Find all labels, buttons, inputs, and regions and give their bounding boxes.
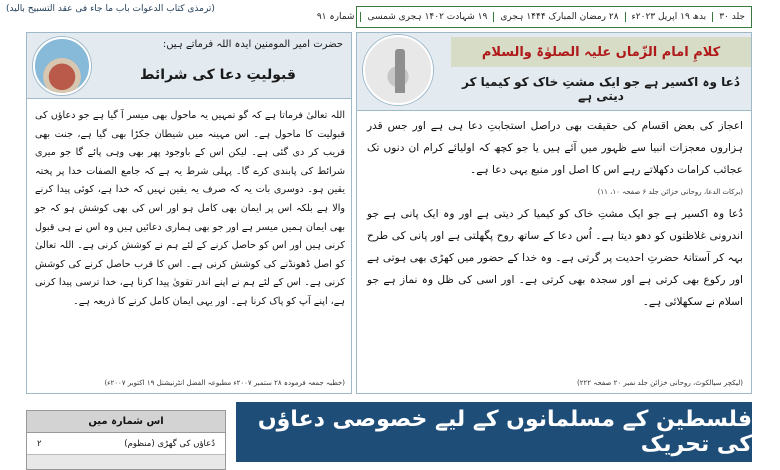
issue-date-hijri: ۲۸ رمضان المبارک ۱۴۴۴ ہجری (493, 12, 624, 22)
left-body: اللہ تعالیٰ فرماتا ہے کہ گو تمہیں یہ ماحول بھی میسر آ گیا ہے جو دعاؤں کی قبولیت کا ماحول ہے۔ اس مہینہ میں شیطان جکڑا بھی گیا ہے، جنت بھی قریب کر دی گئی ہے۔ لیکن اس کے باوجود پھر بھی وہی پائے گا جو میری شرائط کی پابندی کرے گا۔ پہلی شرط یہ ہے کہ جامع الصفات خدا پر پختہ یقین ہو۔ دوسری بات یہ کہ صرف یہ یقین نہیں کہ خدا ہے، کوئی پیدا کرنے والا ہے بلکہ اس پر ایمان بھی کامل ہو اور اس کی بھی کوشش ہو کہ جو بھی ایمان ہمیں میسر ہے اور جو بھی ہماری دعائیں ہیں وہ اس نے ہی قبول کرنی ہیں اور اس کو حاصل کرنے کے لئے ہم نے کوشش کرنی ہے۔ اللہ تعالیٰ کو اصل ڈھونڈنے کی کوشش کرنی ہے۔ اس کا قرب حاصل کرنے کی کوشش کرنی ہے۔ اس کے لئے ہم نے اپنے اندر تقویٰ پیدا کرنا ہے، خدا ترسی پیدا کرنی ہے، اپنے آپ کو پاک کرنا ہے۔ اور یہی ایمان کامل کرنے کا ذریعہ ہے۔ (35, 110, 345, 307)
right-citation-1: (برکات الدعا، روحانی خزائن جلد ۶ صفحہ ۱۰، ۱۱) (597, 188, 743, 196)
issue-volume: جلد ۳۰ (712, 12, 751, 22)
left-article (26, 32, 352, 394)
contents-row-page: ۲ (37, 438, 42, 449)
right-citation-2: (لیکچر سیالکوٹ، روحانی خزائن جلد نمبر ۲۰ صفحہ ۲۲۲) (577, 379, 743, 387)
issue-number: شمارہ ۹۱ (316, 12, 355, 22)
issue-date-gregorian: بدھ ۱۹ اپریل ۲۰۲۳ء (625, 12, 713, 22)
left-citation: (خطبہ جمعہ فرمودہ ۲۸ ستمبر ۲۰۰۷ء مطبوعہ الفضل انٹرنیشنل ۱۹ اکتوبر ۲۰۰۷ء) (104, 379, 345, 387)
left-title: قبولیتِ دعا کی شرائط (140, 67, 296, 83)
right-title: دُعا وہ اکسیر ہے جو ایک مشتِ خاک کو کیمیا کر دیتی ہے (462, 75, 740, 103)
right-paragraph-1: اعجاز کی بعض اقسام کی حقیقت بھی دراصل استجابتِ دعا ہی ہے اور جس قدر ہزاروں معجزات انبیا سے ظہور میں آئے ہیں یا جو کچھ کہ اولیائے کرام ان دنوں تک عجائب کرامات دکھلاتے رہے اس کا اصل اور منبع یہی دعا ہے۔ (367, 120, 743, 176)
contents-row[interactable] (27, 433, 225, 455)
contents-box (26, 410, 226, 470)
mosque-photo (33, 37, 91, 95)
left-kicker: حضرت امیر المومنین ایدہ اللہ فرماتے ہیں: (162, 39, 343, 50)
issue-info-strip (316, 6, 752, 28)
issue-date-shamsi: ۱۹ شہادت ۱۴۰۲ ہجری شمسی (360, 12, 493, 22)
contents-title: اس شمارہ میں (27, 411, 225, 433)
banner-text: فلسطین کے مسلمانوں کے لیے خصوصی دعاؤں کی تحریک (257, 407, 752, 457)
left-article-header (27, 33, 351, 99)
contents-row-label: دُعاؤں کی گھڑی (منظوم) (124, 438, 215, 449)
right-kicker: کلامِ امام الزّماں علیہ الصلوٰۃ والسلام (481, 44, 721, 60)
right-paragraph-2: دُعا وہ اکسیر ہے جو ایک مشتِ خاک کو کیمیا کر دیتی ہے اور وہ ایک پانی ہے جو اندرونی غلاظتوں کو دھو دیتا ہے۔ اُس دعا کے ساتھ روح پگھلتی ہے اور پانی کی طرح بہہ کر آستانۂ حضرتِ احدیت پر گرتی ہے۔ وہ خدا کے حضور میں کھڑی بھی ہوتی ہے اور رکوع بھی کرتی ہے اور سجدہ بھی کرتی ہے۔ اور اسی کی ظل وہ نماز ہے جو اسلام نے سکھلائی ہے۔ (367, 208, 743, 308)
right-article-header (357, 33, 751, 111)
palestine-prayer-banner[interactable] (236, 402, 752, 462)
top-left-note-text: (ترمذی کتاب الدعوات باب ما جاء فی عقد التسبیح بالید) (6, 4, 215, 14)
right-kicker-band (451, 37, 751, 67)
right-body (367, 115, 743, 313)
top-left-note (6, 0, 342, 18)
minaret-photo (363, 35, 433, 105)
right-article (356, 32, 752, 394)
